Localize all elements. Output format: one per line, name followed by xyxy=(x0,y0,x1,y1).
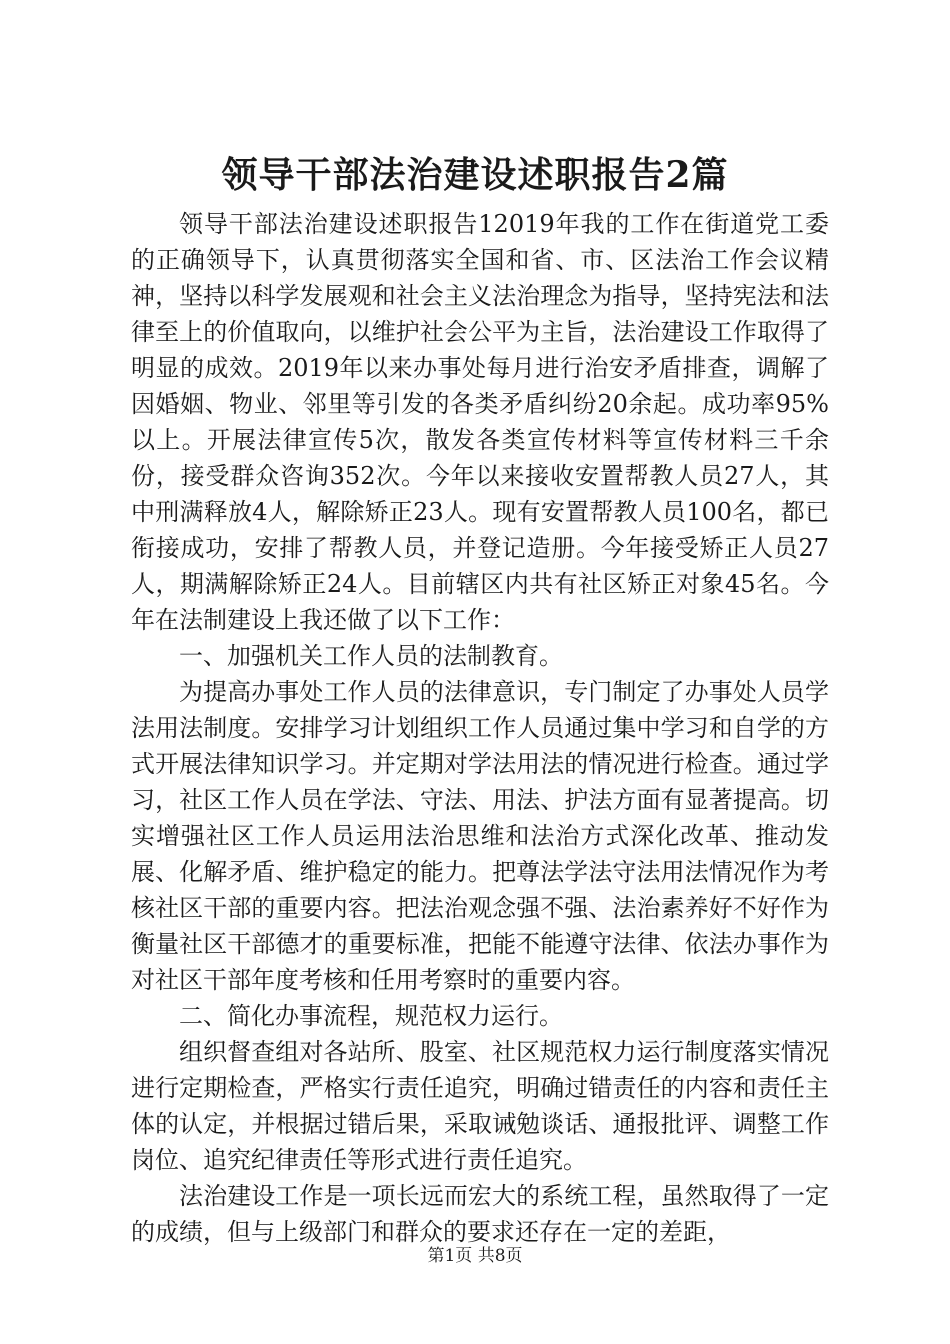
paragraph-intro: 领导干部法治建设述职报告12019年我的工作在街道党工委的正确领导下，认真贯彻落实全国和省、市、区法治工作会议精神，坚持以科学发展观和社会主义法治理念为指导，坚持宪法和法律至上的价值取向，以维护社会公平为主旨，法治建设工作取得了明显的成效。2019年以来办事处每月进行治安矛盾排查，调解了因婚姻、物业、邻里等引发的各类矛盾纠纷20余起。成功率95%以上。开展法律宣传5次，散发各类宣传材料等宣传材料三千余份，接受群众咨询352次。今年以来接收安置帮教人员27人，其中刑满释放4人，解除矫正23人。现有安置帮教人员100名，都已衔接成功，安排了帮教人员，并登记造册。今年接受矫正人员27人，期满解除矫正24人。目前辖区内共有社区矫正对象45名。今年在法制建设上我还做了以下工作： xyxy=(131,210,829,634)
section-heading-1: 一、加强机关工作人员的法制教育。 xyxy=(179,642,563,670)
document-body xyxy=(131,206,829,1250)
paragraph-section-2: 组织督查组对各站所、股室、社区规范权力运行制度落实情况进行定期检查，严格实行责任追究，明确过错责任的内容和责任主体的认定，并根据过错后果，采取诫勉谈话、通报批评、调整工作岗位、追究纪律责任等形式进行责任追究。 xyxy=(131,1038,829,1174)
document-title: 领导干部法治建设述职报告2篇 xyxy=(221,154,729,196)
paragraph-conclusion: 法治建设工作是一项长远而宏大的系统工程，虽然取得了一定的成绩，但与上级部门和群众的要求还存在一定的差距， xyxy=(131,1182,829,1246)
section-heading-2: 二、简化办事流程，规范权力运行。 xyxy=(179,1002,563,1030)
page-number-footer: 第1页 共8页 xyxy=(427,1246,523,1266)
paragraph-section-1: 为提高办事处工作人员的法律意识，专门制定了办事处人员学法用法制度。安排学习计划组织工作人员通过集中学习和自学的方式开展法律知识学习。并定期对学法用法的情况进行检查。通过学习，社区工作人员在学法、守法、用法、护法方面有显著提高。切实增强社区工作人员运用法治思维和法治方式深化改革、推动发展、化解矛盾、维护稳定的能力。把尊法学法守法用法情况作为考核社区干部的重要内容。把法治观念强不强、法治素养好不好作为衡量社区干部德才的重要标准，把能不能遵守法律、依法办事作为对社区干部年度考核和任用考察时的重要内容。 xyxy=(131,678,829,994)
